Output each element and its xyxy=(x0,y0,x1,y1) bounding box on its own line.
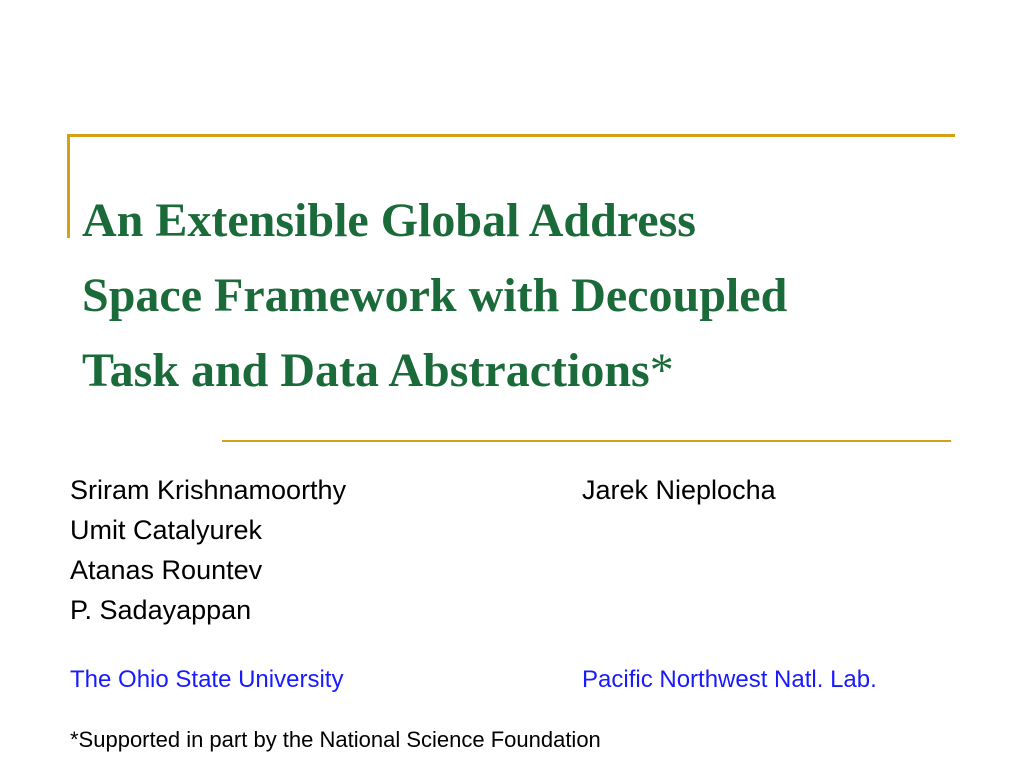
author-name: P. Sadayappan xyxy=(70,595,252,625)
authors-pnnl xyxy=(582,470,776,510)
affiliation-pnnl: Pacific Northwest Natl. Lab. xyxy=(582,666,877,693)
title-line-3-text: Task and Data Abstractions xyxy=(82,344,650,397)
title-line-3 xyxy=(82,333,972,408)
title-bottom-rule xyxy=(222,440,951,442)
author-name: Atanas Rountev xyxy=(70,555,263,585)
author-name: Sriram Krishnamoorthy xyxy=(70,475,347,505)
slide-title xyxy=(82,183,972,408)
affiliation-osu: The Ohio State University xyxy=(70,666,344,693)
author-name: Jarek Nieplocha xyxy=(582,475,776,505)
authors-osu xyxy=(70,470,346,630)
title-asterisk: * xyxy=(649,344,674,397)
author-name: Umit Catalyurek xyxy=(70,515,263,545)
title-left-rule xyxy=(67,134,70,238)
title-line-2: Space Framework with Decoupled xyxy=(82,269,788,322)
title-line-1: An Extensible Global Address xyxy=(82,194,696,247)
funding-footnote: *Supported in part by the National Science Foundation xyxy=(70,727,601,752)
title-top-rule xyxy=(67,134,955,137)
